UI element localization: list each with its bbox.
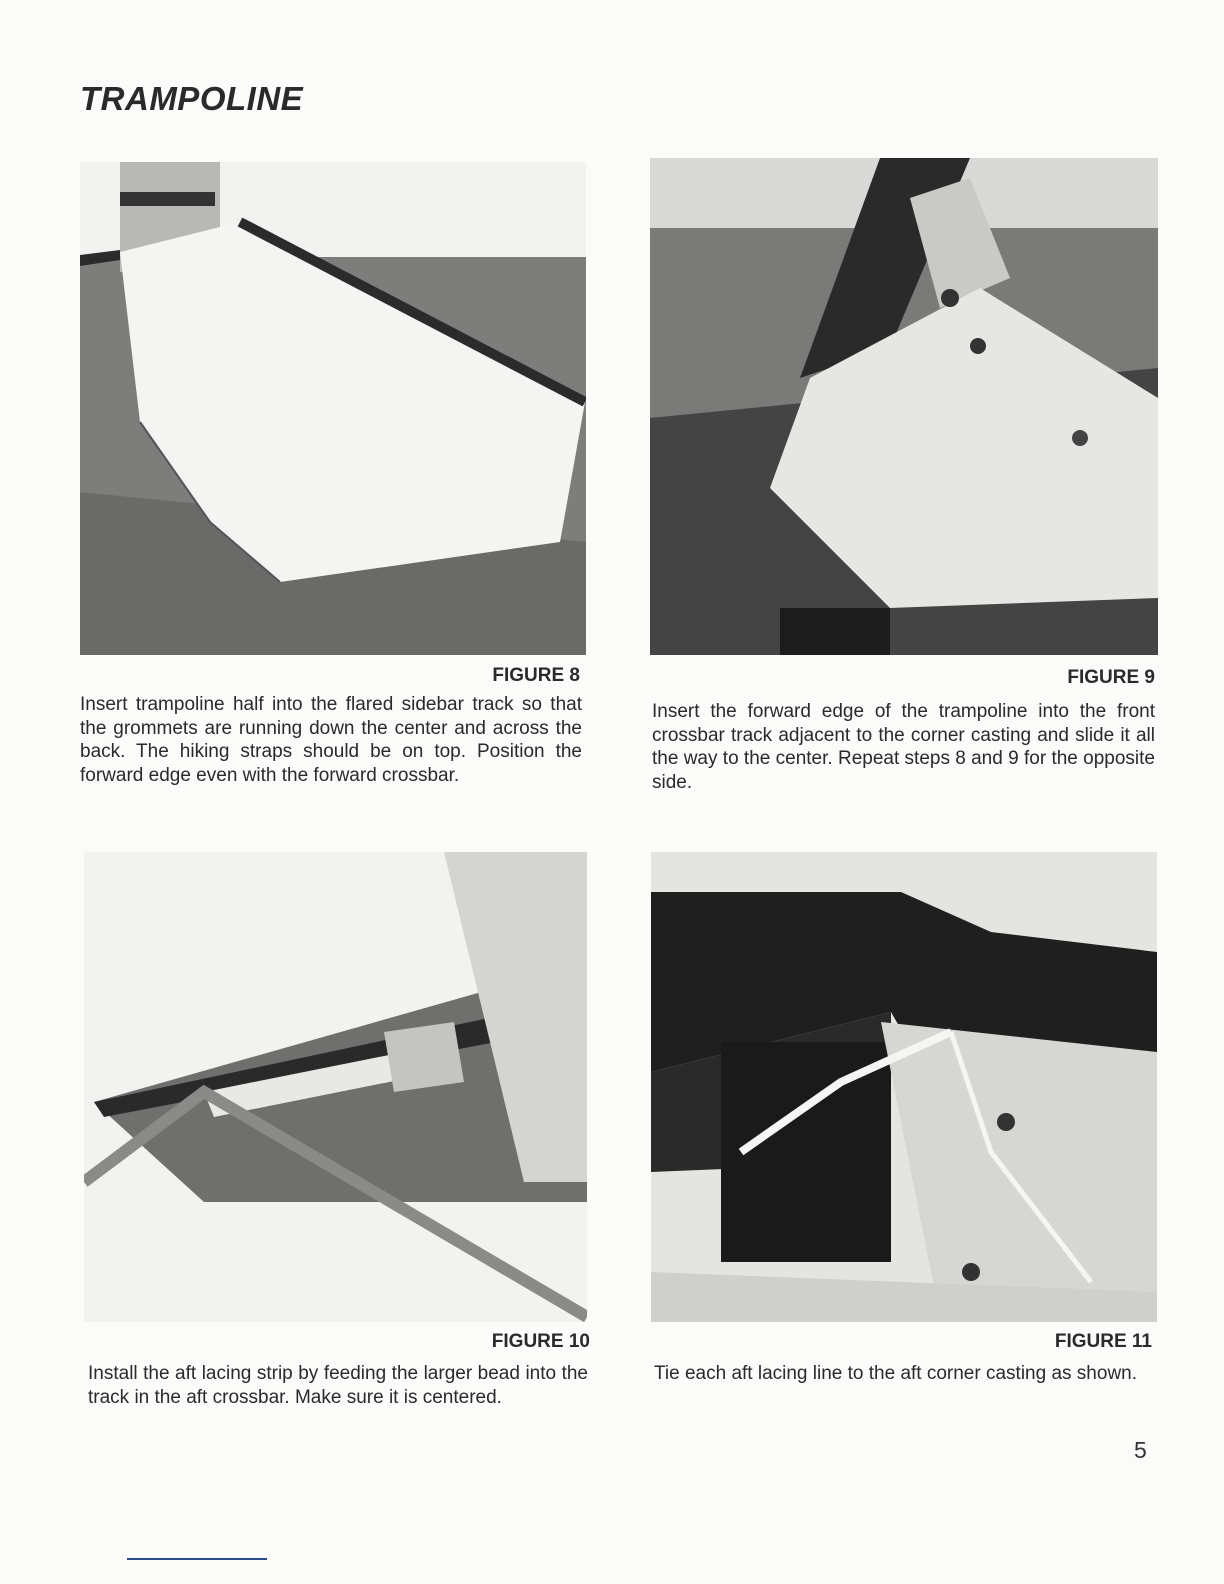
- figure-9-caption: Insert the forward edge of the trampoline into the front crossbar track adjacent to the corner casting and slide it all the way to the center. Repeat steps 8 and 9 for the opposite side.: [652, 701, 1155, 793]
- figure-9-label: FIGURE 9: [1067, 667, 1155, 688]
- figure-8-photo: [80, 162, 586, 655]
- figure-11-photo: [651, 852, 1157, 1322]
- figure-9-photo: [650, 158, 1158, 655]
- figure-8-caption: Insert trampoline half into the flared sidebar track so that the grommets are running down the center and across the back. The hiking straps should be on top. Position the forward edge even with the forward crossbar.: [80, 694, 582, 786]
- footer-rule: [127, 1558, 267, 1560]
- figure-8-label: FIGURE 8: [492, 665, 580, 686]
- figure-11-caption: Tie each aft lacing line to the aft corner casting as shown.: [654, 1363, 1138, 1384]
- figure-11-label: FIGURE 11: [1054, 1331, 1152, 1352]
- figure-10-label: FIGURE 10: [491, 1331, 590, 1352]
- page-number: 5: [1134, 1437, 1147, 1463]
- figure-10-photo: [84, 852, 587, 1322]
- section-title: TRAMPOLINE: [80, 80, 304, 117]
- figure-10-caption: Install the aft lacing strip by feeding the larger bead into the track in the aft crossbar. Make sure it is centered.: [88, 1363, 588, 1408]
